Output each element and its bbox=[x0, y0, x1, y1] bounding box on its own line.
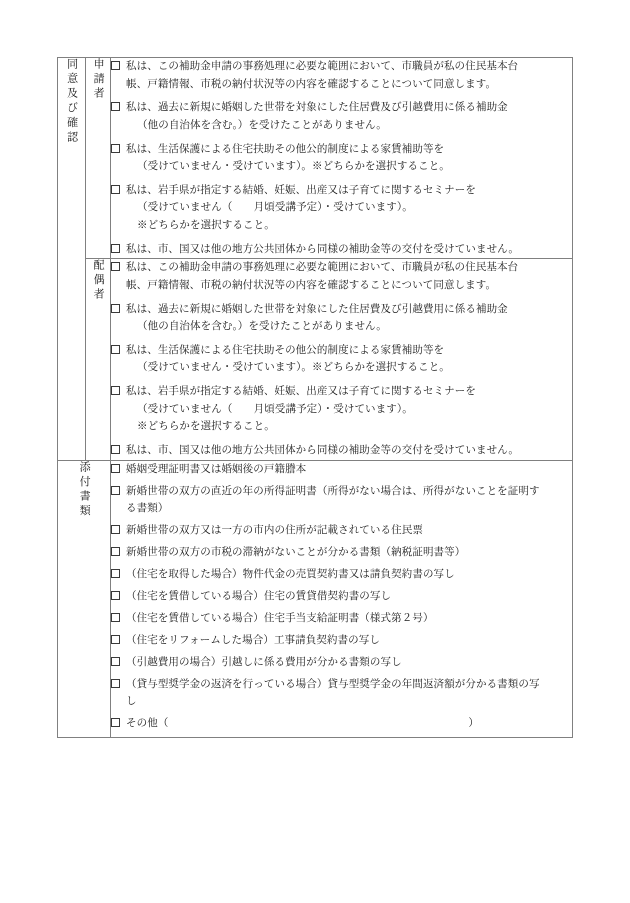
list-item-text: 婚姻受理証明書又は婚姻後の戸籍謄本 bbox=[126, 463, 307, 475]
list-item[interactable] bbox=[111, 588, 572, 605]
list-item-other[interactable] bbox=[111, 715, 572, 732]
list-item-text: 私は、岩手県が指定する結婚、妊娠、出産又は子育てに関するセミナーを （受けていません（ 月頃受講予定）・受けています）。 ※どちらかを選択すること。 bbox=[126, 386, 476, 433]
list-item[interactable] bbox=[111, 141, 572, 176]
consent-applicant-checklist bbox=[111, 58, 572, 258]
checkbox-icon[interactable] bbox=[111, 569, 120, 578]
table-row-consent-applicant bbox=[58, 58, 573, 259]
list-item-text: 私は、生活保護による住宅扶助その他公的制度による家賃補助等を （受けていません・受けています）。※どちらかを選択すること。 bbox=[126, 344, 450, 374]
list-item[interactable] bbox=[111, 632, 572, 649]
list-item-text: （住宅を取得した場合）物件代金の売買契約書又は請負契約書の写し bbox=[126, 568, 455, 580]
list-item-text: 私は、岩手県が指定する結婚、妊娠、出産又は子育てに関するセミナーを （受けていません（ 月頃受講予定）・受けています）。 ※どちらかを選択すること。 bbox=[126, 184, 476, 231]
list-item-text: 私は、生活保護による住宅扶助その他公的制度による家賃補助等を （受けていません・受けています）。※どちらかを選択すること。 bbox=[126, 143, 450, 173]
list-item[interactable] bbox=[111, 442, 572, 460]
consent-applicant-body bbox=[111, 58, 573, 259]
list-item-text: 新婚世帯の双方の市税の滞納がないことが分かる書類（納税証明書等） bbox=[126, 546, 466, 558]
checkbox-icon[interactable] bbox=[111, 718, 120, 727]
checkbox-icon[interactable] bbox=[111, 464, 120, 473]
list-item[interactable] bbox=[111, 461, 572, 478]
checkbox-icon[interactable] bbox=[111, 445, 120, 454]
subsection-header-applicant-label: 申請者 bbox=[92, 58, 105, 102]
list-item[interactable] bbox=[111, 383, 572, 436]
checkbox-icon[interactable] bbox=[111, 244, 120, 253]
checkbox-icon[interactable] bbox=[111, 185, 120, 194]
other-label: その他（ bbox=[126, 717, 169, 729]
list-item[interactable] bbox=[111, 676, 572, 710]
attachments-body bbox=[111, 460, 573, 737]
list-item-text: 私は、市、国又は他の地方公共団体から同様の補助金等の交付を受けていません。 bbox=[126, 444, 520, 456]
other-field-line[interactable] bbox=[126, 715, 572, 732]
subsection-header-spouse bbox=[86, 259, 111, 460]
list-item-text: （住宅をリフォームした場合）工事請負契約書の写し bbox=[126, 634, 380, 646]
list-item-text: 私は、過去に新規に婚姻した世帯を対象にした住居費及び引越費用に係る補助金 （他の自治体を含む。）を受けたことがありません。 bbox=[126, 102, 508, 131]
consent-spouse-checklist bbox=[111, 259, 572, 459]
list-item[interactable] bbox=[111, 522, 572, 539]
checkbox-icon[interactable] bbox=[111, 61, 120, 70]
subsidy-application-form-table bbox=[57, 57, 573, 738]
list-item[interactable] bbox=[111, 544, 572, 561]
list-item[interactable] bbox=[111, 301, 572, 336]
checkbox-icon[interactable] bbox=[111, 657, 120, 666]
list-item-text: 新婚世帯の双方の直近の年の所得証明書（所得がない場合は、所得がないことを証明す る書類） bbox=[126, 485, 540, 514]
checkbox-icon[interactable] bbox=[111, 144, 120, 153]
checkbox-icon[interactable] bbox=[111, 262, 120, 271]
subsection-header-spouse-label: 配偶者 bbox=[92, 259, 105, 303]
row-header-attachments-label: 添付書類 bbox=[78, 460, 91, 519]
list-item-text: 私は、この補助金申請の事務処理に必要な範囲において、市職員が私の住民基本台 帳、戸籍情報、市税の納付状況等の内容を確認することについて同意します。 bbox=[126, 61, 519, 90]
list-item-text: （引越費用の場合）引越しに係る費用が分かる書類の写し bbox=[126, 656, 402, 668]
checkbox-icon[interactable] bbox=[111, 547, 120, 556]
row-header-consent bbox=[58, 58, 86, 461]
checkbox-icon[interactable] bbox=[111, 525, 120, 534]
checkbox-icon[interactable] bbox=[111, 486, 120, 495]
list-item-text: 私は、市、国又は他の地方公共団体から同様の補助金等の交付を受けていません。 bbox=[126, 243, 520, 255]
list-item[interactable] bbox=[111, 182, 572, 235]
list-item-text: （住宅を賃借している場合）住宅手当支給証明書（様式第２号） bbox=[126, 612, 434, 624]
list-item[interactable] bbox=[111, 342, 572, 377]
list-item[interactable] bbox=[111, 99, 572, 134]
table-row-attachments bbox=[58, 460, 573, 737]
checkbox-icon[interactable] bbox=[111, 591, 120, 600]
list-item[interactable] bbox=[111, 654, 572, 671]
list-item[interactable] bbox=[111, 259, 572, 294]
list-item[interactable] bbox=[111, 610, 572, 627]
list-item-text: 私は、過去に新規に婚姻した世帯を対象にした住居費及び引越費用に係る補助金 （他の自治体を含む。）を受けたことがありません。 bbox=[126, 303, 508, 333]
list-item[interactable] bbox=[111, 58, 572, 93]
attachments-checklist bbox=[111, 461, 572, 732]
checkbox-icon[interactable] bbox=[111, 635, 120, 644]
list-item[interactable] bbox=[111, 483, 572, 517]
consent-spouse-body bbox=[111, 259, 573, 460]
list-item-text bbox=[126, 715, 572, 732]
list-item-text: 新婚世帯の双方又は一方の市内の住所が記載されている住民票 bbox=[126, 524, 423, 536]
row-header-attachments bbox=[58, 460, 111, 737]
checkbox-icon[interactable] bbox=[111, 345, 120, 354]
checkbox-icon[interactable] bbox=[111, 304, 120, 313]
row-header-consent-label: 同意及び確認 bbox=[65, 58, 78, 146]
subsection-header-applicant bbox=[86, 58, 111, 259]
table-row-consent-spouse bbox=[58, 259, 573, 460]
checkbox-icon[interactable] bbox=[111, 102, 120, 111]
checkbox-icon[interactable] bbox=[111, 386, 120, 395]
list-item[interactable] bbox=[111, 566, 572, 583]
checkbox-icon[interactable] bbox=[111, 679, 120, 688]
list-item-text: 私は、この補助金申請の事務処理に必要な範囲において、市職員が私の住民基本台 帳、戸籍情報、市税の納付状況等の内容を確認することについて同意します。 bbox=[126, 262, 519, 291]
other-close-paren: ） bbox=[468, 717, 480, 729]
list-item[interactable] bbox=[111, 241, 572, 259]
list-item-text: （貸与型奨学金の返済を行っている場合）貸与型奨学金の年間返済額が分かる書類の写 し bbox=[126, 678, 540, 707]
list-item-text: （住宅を賃借している場合）住宅の賃貸借契約書の写し bbox=[126, 590, 392, 602]
checkbox-icon[interactable] bbox=[111, 613, 120, 622]
